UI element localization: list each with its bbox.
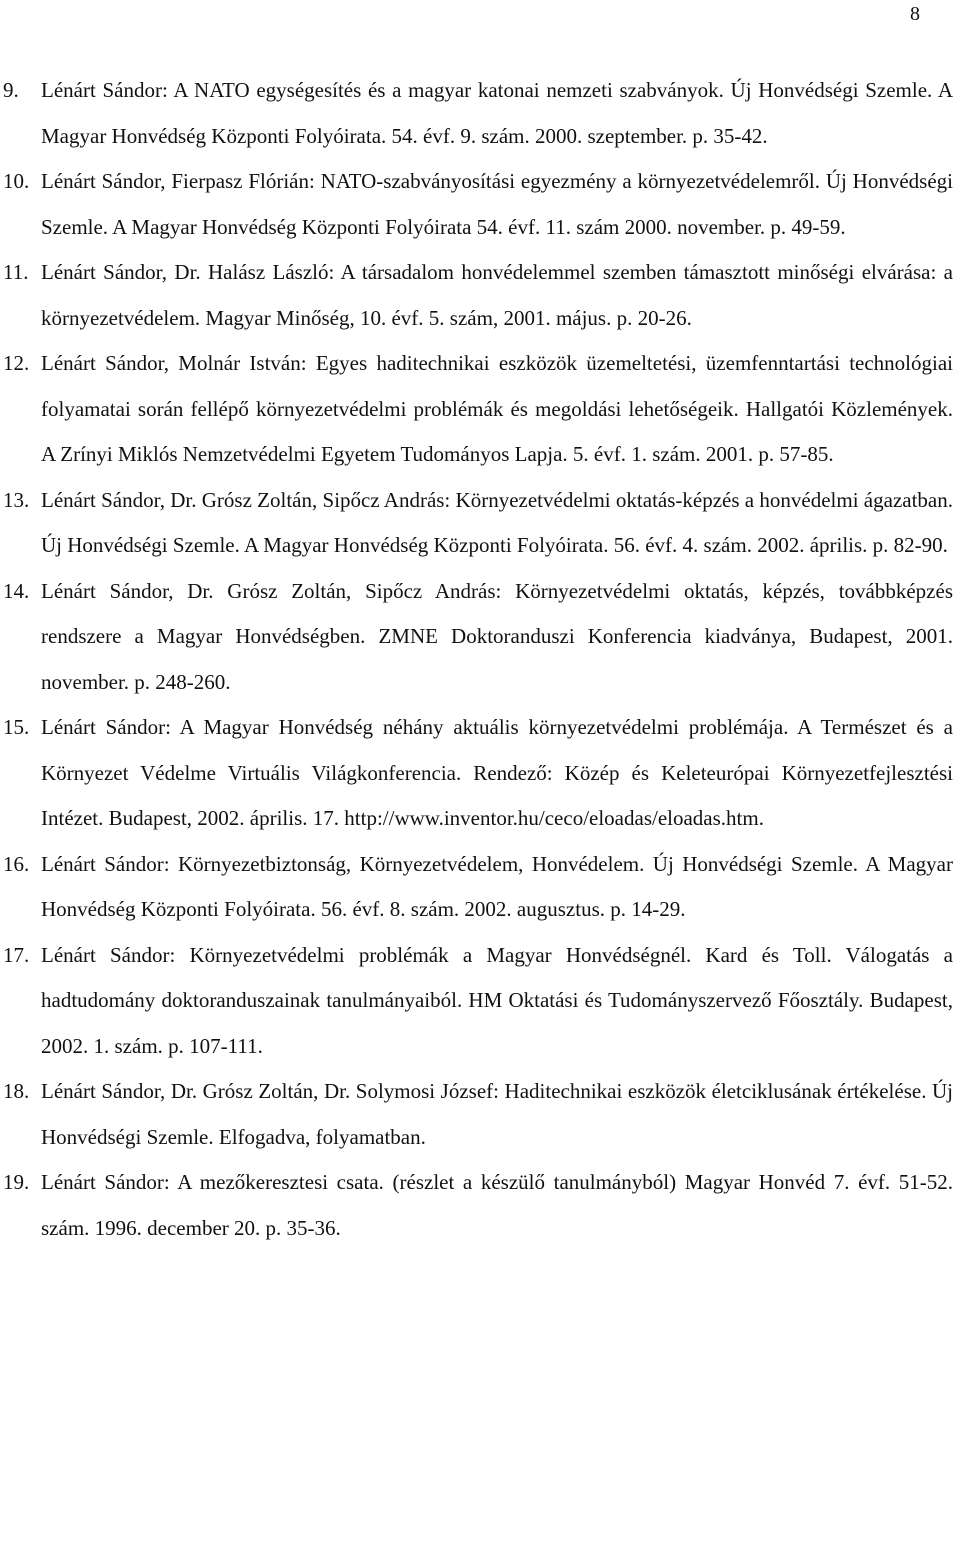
reference-item <box>0 1069 960 1160</box>
reference-text: Lénárt Sándor, Dr. Grósz Zoltán, Sipőcz András: Környezetvédelmi oktatás, képzés, továbbképzés rendszere a Magyar Honvédségben. ZMNE Doktoranduszi Konferencia kiadványa, Budapest, 2001. november. p. 248-260. <box>41 578 953 694</box>
reference-number: 17. <box>3 942 30 967</box>
reference-item <box>0 478 960 569</box>
reference-text: Lénárt Sándor: A Magyar Honvédség néhány aktuális környezetvédelmi problémája. A Természet és a Környezet Védelme Virtuális Világkonferencia. Rendező: Közép és Keleteurópai Környezetfejlesztési Intézet. Budapest, 2002. április. 17. http://www.inventor.hu/ceco/eloadas/eloadas.htm. <box>41 715 953 830</box>
reference-number: 10. <box>3 169 30 193</box>
reference-text: Lénárt Sándor, Dr. Halász László: A társadalom honvédelemmel szemben támasztott minőségi elvárása: a környezetvédelem. Magyar Minőség, 10. évf. 5. szám, 2001. május. p. 20-26. <box>41 260 953 330</box>
reference-number: 14. <box>3 578 30 603</box>
reference-number: 12. <box>3 351 30 375</box>
reference-text: Lénárt Sándor: Környezetbiztonság, Környezetvédelem, Honvédelem. Új Honvédségi Szemle. A Magyar Honvédség Központi Folyóirata. 56. évf. 8. szám. 2002. augusztus. p. 14-29. <box>41 851 953 921</box>
reference-item <box>0 341 960 478</box>
reference-text: Lénárt Sándor, Molnár István: Egyes haditechnikai eszközök üzemeltetési, üzemfenntartási technológiai folyamatai során fellépő környezetvédelmi problémák és megoldási lehetőségeik. Hallgatói Közlemények. A Zrínyi Miklós Nemzetvédelmi Egyetem Tudományos Lapja. 5. évf. 1. szám. 2001. p. 57-85. <box>41 351 953 466</box>
reference-number: 16. <box>3 851 30 876</box>
reference-number: 18. <box>3 1079 30 1103</box>
reference-text: Lénárt Sándor: A mezőkeresztesi csata. (részlet a készülő tanulmányból) Magyar Honvéd 7. évf. 51-52. szám. 1996. december 20. p. 35-36. <box>41 1170 953 1240</box>
reference-item <box>0 250 960 341</box>
reference-text: Lénárt Sándor, Fierpasz Flórián: NATO-szabványosítási egyezmény a környezetvédelemről. Új Honvédségi Szemle. A Magyar Honvédség Központi Folyóirata 54. évf. 11. szám 2000. november. p. 49-59. <box>41 169 953 239</box>
reference-item <box>0 705 960 842</box>
reference-text: Lénárt Sándor, Dr. Grósz Zoltán, Dr. Solymosi József: Haditechnikai eszközök életciklusának értékelése. Új Honvédségi Szemle. Elfogadva, folyamatban. <box>41 1079 953 1149</box>
reference-text: Lénárt Sándor: Környezetvédelmi problémák a Magyar Honvédségnél. Kard és Toll. Válogatás a hadtudomány doktoranduszainak tanulmányaiból. HM Oktatási és Tudományszervező Főosztály. Budapest, 2002. 1. szám. p. 107-111. <box>41 942 953 1058</box>
reference-number: 19. <box>3 1170 30 1194</box>
reference-item <box>0 1160 960 1251</box>
reference-item <box>0 842 960 933</box>
reference-item <box>0 933 960 1070</box>
reference-number: 15. <box>3 715 30 739</box>
reference-list <box>0 68 960 1251</box>
reference-number: 9. <box>3 78 19 102</box>
reference-text: Lénárt Sándor: A NATO egységesítés és a magyar katonai nemzeti szabványok. Új Honvédségi Szemle. A Magyar Honvédség Központi Folyóirata. 54. évf. 9. szám. 2000. szeptember. p. 35-42. <box>41 78 953 148</box>
reference-item <box>0 68 960 159</box>
reference-item <box>0 159 960 250</box>
page-number: 8 <box>910 3 920 25</box>
reference-number: 11. <box>3 260 29 284</box>
reference-number: 13. <box>3 487 30 512</box>
reference-item <box>0 569 960 706</box>
reference-text: Lénárt Sándor, Dr. Grósz Zoltán, Sipőcz András: Környezetvédelmi oktatás-képzés a honvédelmi ágazatban. Új Honvédségi Szemle. A Magyar Honvédség Központi Folyóirata. 56. évf. 4. szám. 2002. április. p. 82-90. <box>41 487 953 557</box>
